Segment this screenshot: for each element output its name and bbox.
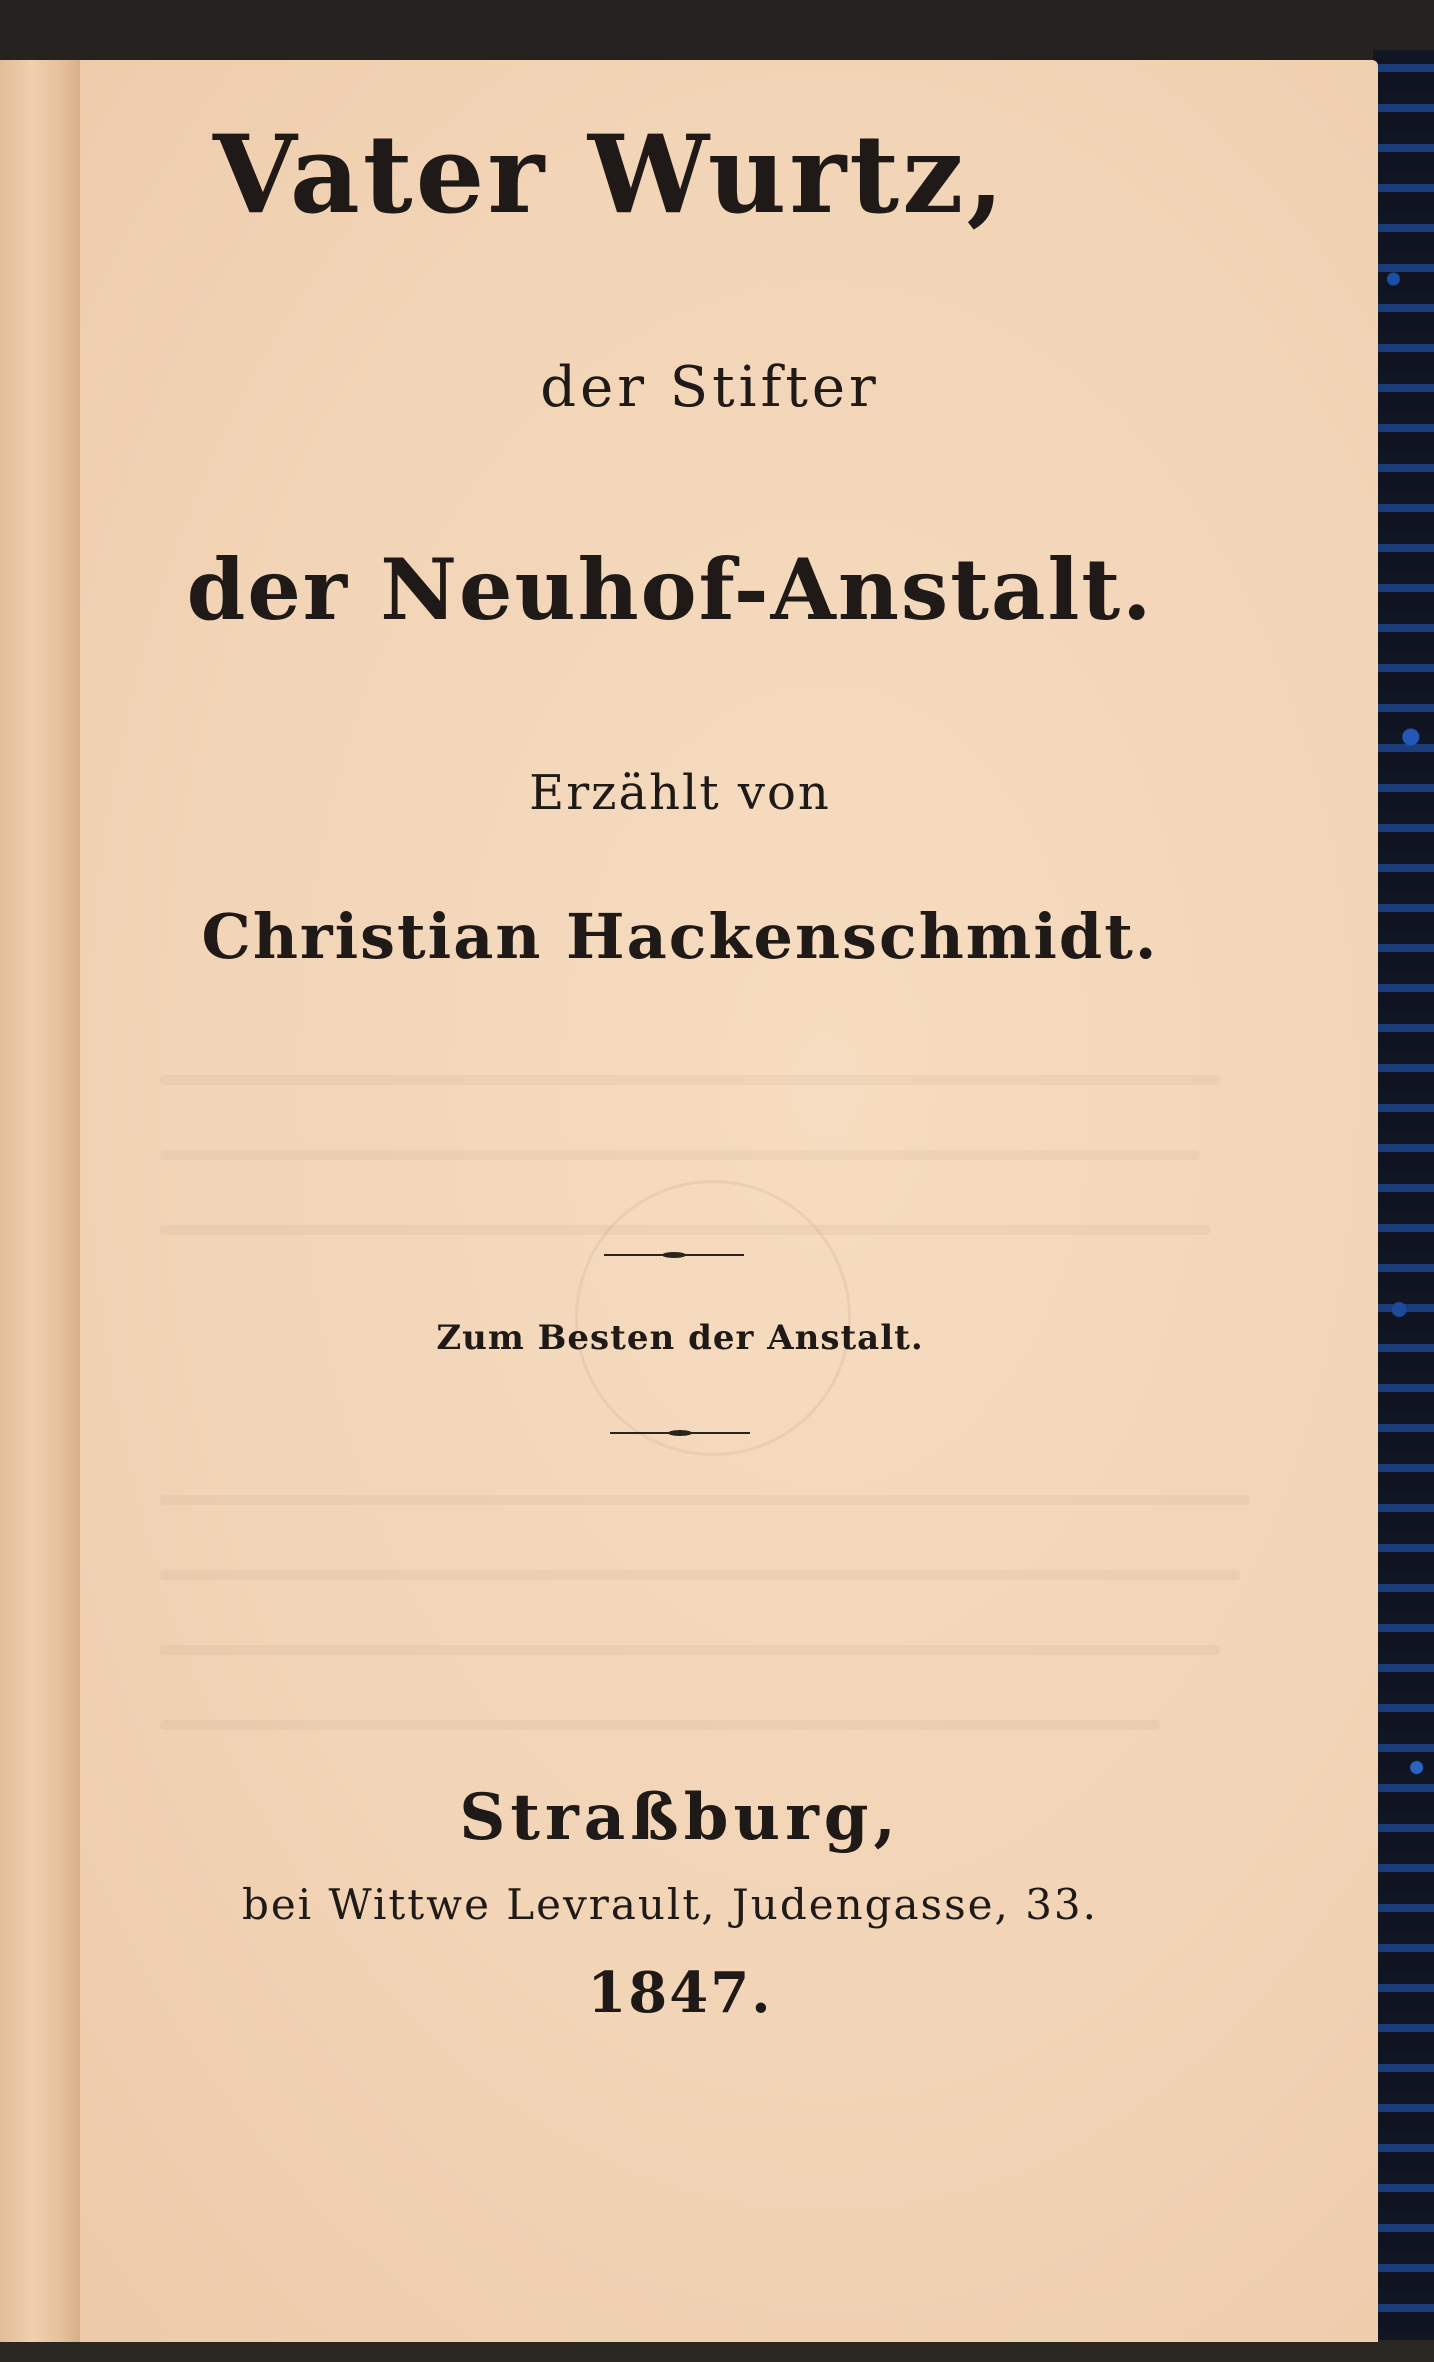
- ornament-divider-bottom: [610, 1430, 750, 1436]
- bleed-through-line: [160, 1720, 1160, 1730]
- bleed-through-line: [160, 1495, 1250, 1505]
- bleed-through-line: [160, 1570, 1240, 1580]
- imprint-year: 1847.: [587, 1960, 773, 2026]
- scan-background-bottom: [0, 2340, 1434, 2362]
- ornament-divider-top: [604, 1252, 744, 1258]
- bleed-through-line: [160, 1075, 1220, 1085]
- scan-background-top: [0, 0, 1434, 62]
- subtitle-line-2: der Neuhof-Anstalt.: [186, 540, 1154, 639]
- benefit-note: Zum Besten der Anstalt.: [436, 1318, 924, 1358]
- imprint-city: Straßburg,: [459, 1780, 901, 1855]
- book-title: Vater Wurtz,: [212, 112, 1008, 238]
- bleed-through-line: [160, 1150, 1200, 1160]
- book-cover-edge: [1373, 50, 1434, 2340]
- bleed-through-line: [160, 1645, 1220, 1655]
- imprint-publisher: bei Wittwe Levrault, Judengasse, 33.: [241, 1880, 1098, 1929]
- author-name: Christian Hackenschmidt.: [201, 900, 1159, 973]
- subtitle-line-1: der Stifter: [540, 355, 880, 420]
- told-by-label: Erzählt von: [529, 765, 831, 821]
